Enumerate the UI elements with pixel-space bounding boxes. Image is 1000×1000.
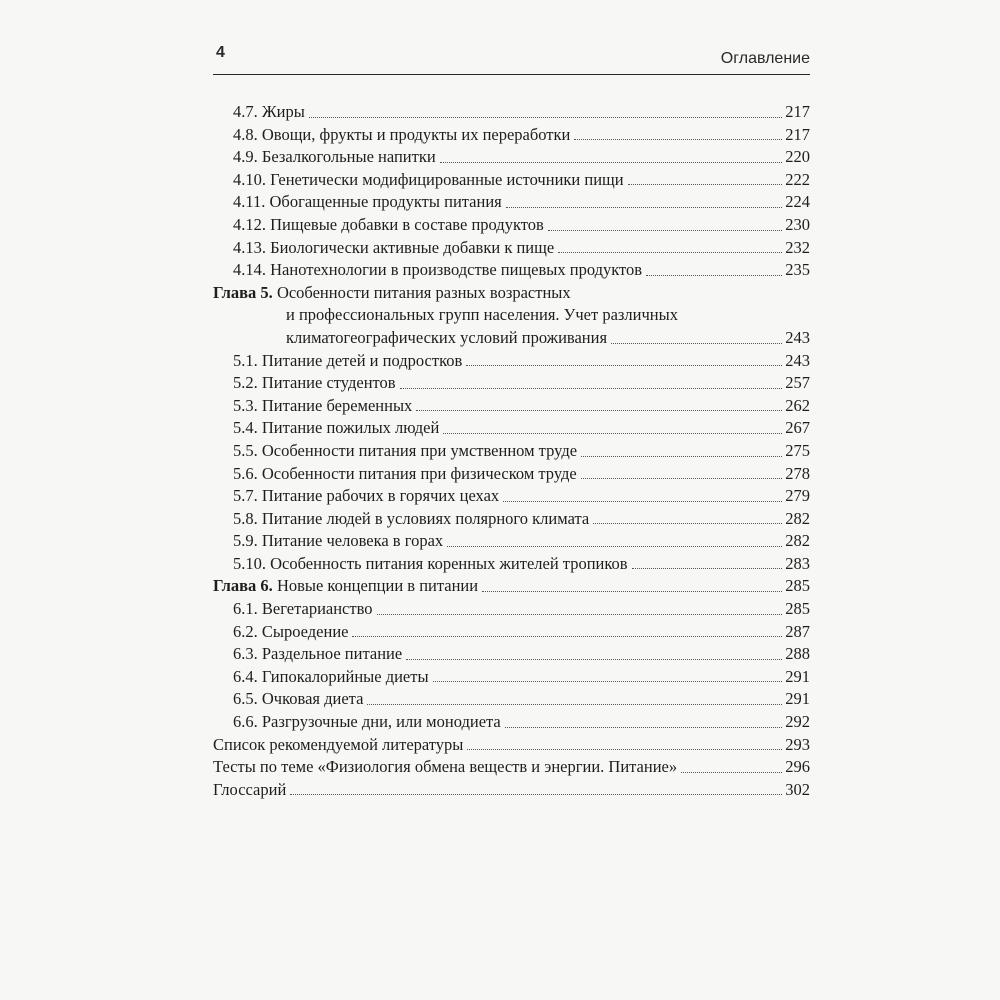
chapter-title: климатогеографических условий проживания [286,327,608,347]
toc-entry-title: 4.8. Овощи, фрукты и продукты их переработки [233,124,571,144]
toc-entry [213,440,810,463]
toc-entry [213,508,810,531]
toc-entry-page: 292 [785,712,810,732]
chapter-title: Особенности питания разных возрастных [276,282,571,302]
toc-entry [213,237,810,260]
toc-entry [213,101,810,124]
toc-entry-title: 5.10. Особенность питания коренных жителей тропиков [233,553,628,573]
dot-leader [558,252,782,253]
toc-entry-page: 235 [785,260,810,280]
toc-entry-title: 5.5. Особенности питания при умственном труде [233,440,578,460]
toc-entry [213,214,810,237]
toc-entry-title: 5.2. Питание студентов [233,373,396,393]
dot-leader [406,659,782,660]
chapter-title-line [213,304,810,327]
toc-entry [213,463,810,486]
dot-leader [593,523,782,524]
dot-leader [632,568,783,569]
toc-entry-page: 230 [785,214,810,234]
toc-entry-page: 262 [785,395,810,415]
toc-entry [213,417,810,440]
toc-entry-title: 4.9. Безалкогольные напитки [233,147,436,167]
toc-entry-title: 5.7. Питание рабочих в горячих цехах [233,486,500,506]
page-number: 4 [216,44,225,61]
toc-entry [213,779,810,802]
chapter-title-line [213,575,478,598]
toc-entry-page: 285 [785,576,810,596]
dot-leader [377,614,783,615]
toc-entry-page: 287 [785,621,810,641]
toc-entry [213,372,810,395]
toc-entry-title: 6.2. Сыроедение [233,621,349,641]
dot-leader [503,501,782,502]
toc-entry-title: 5.3. Питание беременных [233,395,413,415]
toc-entry-page: 285 [785,599,810,619]
toc-entry [213,711,810,734]
header-divider [213,74,810,75]
table-of-contents [213,101,810,801]
toc-entry [213,756,810,779]
toc-entry-title: Список рекомендуемой литературы [213,734,464,754]
toc-entry-page: 275 [785,440,810,460]
chapter-title: и профессиональных групп населения. Учет различных [286,305,678,325]
dot-leader [443,433,782,434]
toc-entry-title: Тесты по теме «Физиология обмена веществ и энергии. Питание» [213,757,678,777]
toc-entry-page: 282 [785,508,810,528]
toc-entry-title: 5.9. Питание человека в горах [233,531,444,551]
toc-entry-page: 257 [785,373,810,393]
toc-entry-page: 282 [785,531,810,551]
chapter-title-line [213,327,810,350]
toc-entry [213,598,810,621]
toc-entry [213,734,810,757]
toc-entry-page: 278 [785,463,810,483]
toc-entry-title: 6.4. Гипокалорийные диеты [233,666,429,686]
chapter-title-line [213,282,810,305]
chapter-6-heading [213,575,810,598]
dot-leader [574,139,782,140]
toc-entry-title: 5.8. Питание людей в условиях полярного климата [233,508,590,528]
dot-leader [433,681,783,682]
running-title: Оглавление [720,50,810,67]
dot-leader [581,478,782,479]
toc-entry-page: 296 [785,757,810,777]
dot-leader [548,230,782,231]
toc-entry-page: 217 [785,124,810,144]
dot-leader [309,117,782,118]
toc-entry-page: 224 [785,192,810,212]
toc-entry [213,553,810,576]
toc-entry [213,124,810,147]
toc-entry-title: 4.13. Биологически активные добавки к пище [233,237,555,257]
toc-entry-title: 4.11. Обогащенные продукты питания [233,192,502,212]
toc-entry-title: 4.10. Генетически модифицированные источники пищи [233,169,624,189]
dot-leader [467,749,782,750]
toc-entry-page: 288 [785,644,810,664]
toc-entry [213,485,810,508]
dot-leader [628,184,783,185]
toc-entry-page: 293 [785,734,810,754]
toc-entry [213,530,810,553]
toc-entry-title: Глоссарий [213,779,287,799]
toc-entry-title: 5.4. Питание пожилых людей [233,418,440,438]
toc-entry-page: 291 [785,666,810,686]
chapter-prefix: Глава 5. [213,282,273,302]
toc-entry [213,191,810,214]
toc-entry [213,350,810,373]
toc-entry [213,688,810,711]
toc-entry-page: 220 [785,147,810,167]
toc-entry-page: 217 [785,102,810,121]
toc-entry [213,259,810,282]
toc-entry-title: 6.1. Вегетарианство [233,599,373,619]
dot-leader [352,636,782,637]
dot-leader [466,365,782,366]
toc-entry-title: 4.14. Нанотехнологии в производстве пищевых продуктов [233,260,643,280]
chapter-5-heading [213,282,810,350]
dot-leader [581,456,782,457]
toc-entry-page: 243 [785,327,810,347]
toc-entry-page: 283 [785,553,810,573]
dot-leader [416,410,782,411]
toc-entry [213,621,810,644]
toc-entry-title: 5.1. Питание детей и подростков [233,350,463,370]
toc-entry [213,666,810,689]
toc-entry-page: 222 [785,169,810,189]
dot-leader [646,275,782,276]
toc-entry-page: 279 [785,486,810,506]
toc-entry-title: 4.7. Жиры [233,102,305,121]
dot-leader [506,207,782,208]
toc-entry-title: 6.3. Раздельное питание [233,644,403,664]
dot-leader [290,794,782,795]
toc-entry-title: 6.6. Разгрузочные дни, или монодиета [233,712,501,732]
dot-leader [505,727,782,728]
toc-entry-page: 232 [785,237,810,257]
toc-entry [213,643,810,666]
toc-entry-page: 243 [785,350,810,370]
dot-leader [681,772,782,773]
chapter-prefix: Глава 6. [213,576,273,596]
toc-entry-page: 291 [785,689,810,709]
toc-entry [213,146,810,169]
dot-leader [400,388,783,389]
dot-leader [440,162,783,163]
toc-entry-title: 4.12. Пищевые добавки в составе продуктов [233,214,544,234]
dot-leader [367,704,782,705]
chapter-title: Новые концепции в питании [276,576,479,596]
toc-entry-page: 302 [785,779,810,799]
toc-entry-page: 267 [785,418,810,438]
toc-entry [213,169,810,192]
dot-leader [447,546,782,547]
toc-entry-title: 6.5. Очковая диета [233,689,364,709]
page-header [213,44,810,74]
dot-leader [611,343,782,344]
toc-entry-title: 5.6. Особенности питания при физическом труде [233,463,577,483]
dot-leader [482,591,782,592]
toc-entry [213,395,810,418]
